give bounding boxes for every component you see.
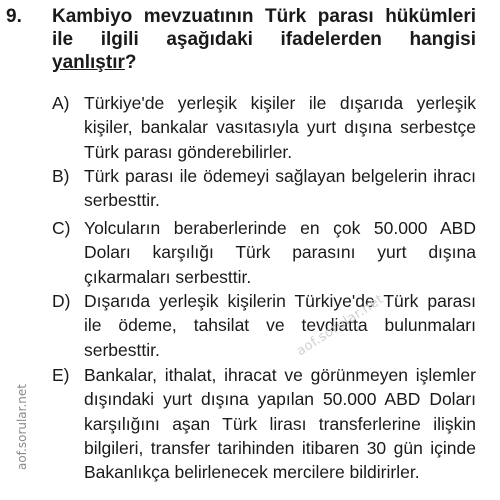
stem-emphasis: yanlıştır: [52, 52, 125, 73]
option-c-text: Yolcuların beraberlerinde en çok 50.000 ABD Doları karşılığı Türk parasını yurt dışına çıkarmaları serbesttir.: [84, 218, 476, 287]
option-b-text: Türk parası ile ödemeyi sağlayan belgelerin ihracı serbesttir.: [84, 166, 476, 211]
option-d-letter: D): [52, 291, 71, 311]
option-d-text: Dışarıda yerleşik kişilerin Türkiye'de Türk parası ile ödeme, tahsilat ve tevdiatta bulunmaları serbesttir.: [84, 291, 476, 360]
option-e-letter: E): [52, 365, 70, 385]
question-stem: [52, 5, 476, 74]
stem-line-2: ile ilgili aşağıdaki ifadelerden hangisi: [52, 29, 476, 50]
option-e-text: Bankalar, ithalat, ihracat ve görünmeyen işlemler dışındaki yurt dışına yapılan 50.000 ABD Doları karşılığını aşan Türk lirası transferlerine ilişkin bilgileri, transfer tarihinden itibaren 30 gün içinde Bakanlıkça belirlenecek mercilere bildirirler.: [84, 365, 476, 483]
option-a-letter: A): [52, 93, 70, 113]
stem-line-1: Kambiyo mevzuatının Türk parası hükümleri: [52, 6, 476, 27]
stem-question-mark: ?: [124, 52, 137, 73]
option-a-text: Türkiye'de yerleşik kişiler ile dışarıda yerleşik kişiler, bankalar vasıtasıyla yurt dışına serbestçe Türk parası gönderebilirler.: [84, 93, 476, 162]
option-b-letter: B): [52, 166, 70, 186]
diagonal-watermark: aof.sorular.net: [294, 291, 387, 360]
option-c-letter: C): [52, 218, 71, 238]
question-number: 9.: [6, 6, 22, 27]
side-watermark: aof.sorular.net: [15, 383, 29, 471]
